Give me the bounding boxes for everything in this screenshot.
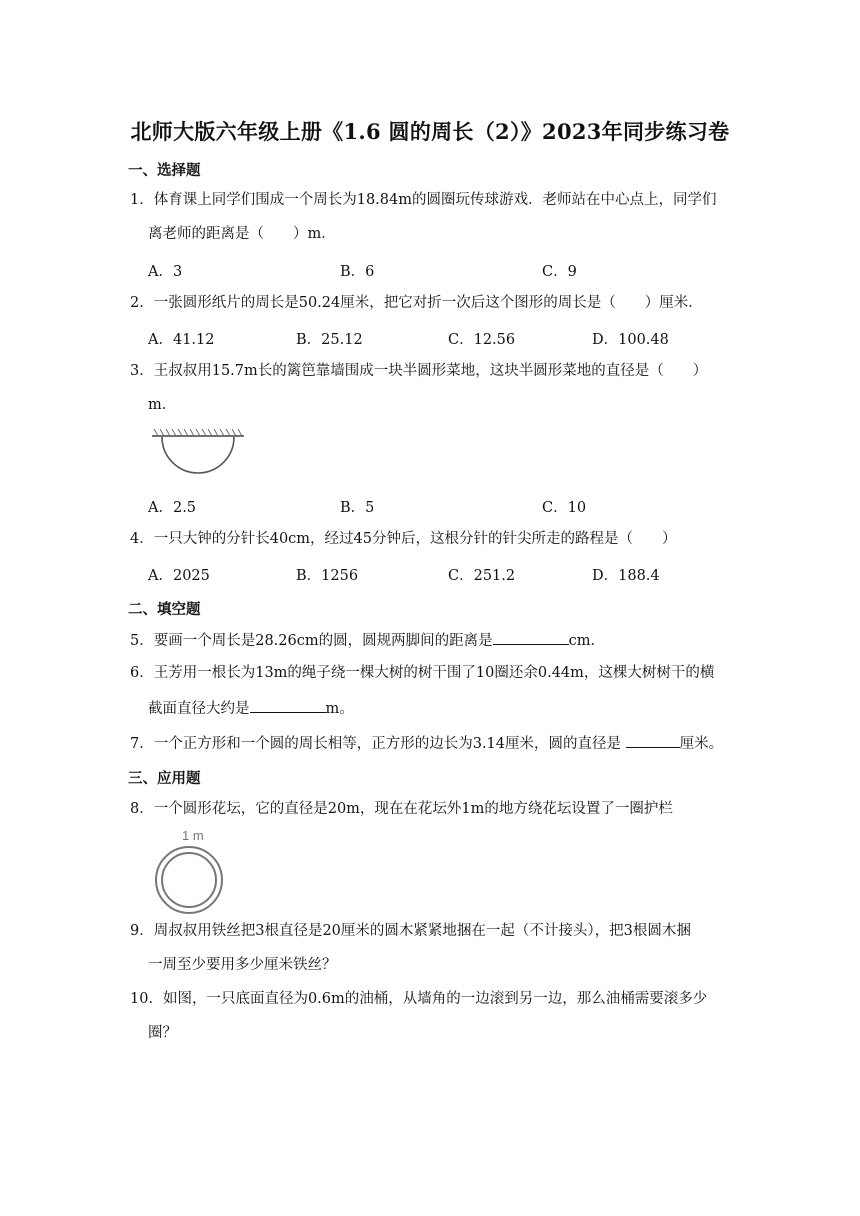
question-3-line-2: m． — [148, 397, 177, 413]
question-1-line-1: 1．体育课上同学们围成一个周长为18.84m的圆圈玩传球游戏．老师站在中心点上，同学们 — [130, 192, 717, 208]
question-2-option-c: C．12.56 — [448, 332, 516, 348]
question-3-option-c: C．10 — [542, 500, 587, 516]
question-9-line-1: 9．周叔叔用铁丝把3根直径是20厘米的圆木紧紧地捆在一起（不计接头），把3根圆木捆 — [130, 923, 691, 939]
question-1-option-b: B．6 — [340, 264, 375, 280]
question-4-line-1: 4．一只大钟的分针长40cm，经过45分钟后，这根分针的针尖所走的路程是（ ） — [130, 531, 677, 547]
question-7 — [130, 733, 723, 753]
question-4-option-c: C．251.2 — [448, 568, 516, 584]
question-8-line-1: 8．一个圆形花坛，它的直径是20m，现在在花坛外1m的地方绕花坛设置了一圈护栏 — [130, 801, 673, 817]
section-heading-application: 三、应用题 — [128, 770, 201, 787]
page-title: 北师大版六年级上册《1.6 圆的周长（2）》2023年同步练习卷 — [130, 119, 730, 144]
question-5-text: 5．要画一个周长是28.26cm的圆，圆规两脚间的距离是 — [130, 633, 493, 649]
question-1-option-c: C．9 — [542, 264, 577, 280]
question-3-option-a: A．2.5 — [148, 500, 197, 516]
question-6-unit: m。 — [325, 701, 354, 717]
answer-blank — [250, 698, 326, 713]
question-3-line-1: 3．王叔叔用15.7m长的篱笆靠墙围成一块半圆形菜地，这块半圆形菜地的直径是（ ） — [130, 363, 708, 379]
question-10-line-2: 圈？ — [148, 1025, 177, 1041]
question-4-option-b: B．1256 — [296, 568, 359, 584]
question-3-option-b: B．5 — [340, 500, 375, 516]
question-2-option-d: D．100.48 — [592, 332, 669, 348]
semicircle-garden-figure — [150, 428, 246, 486]
question-5 — [130, 630, 605, 650]
section-heading-choice: 一、选择题 — [128, 162, 201, 179]
question-1-line-2: 离老师的距离是（ ）m． — [148, 226, 336, 242]
question-10-line-1: 10．如图，一只底面直径为0.6m的油桶，从墙角的一边滚到另一边，那么油桶需要滚多少 — [130, 991, 708, 1007]
question-9-line-2: 一周至少要用多少厘米铁丝？ — [148, 957, 337, 973]
question-7-unit: 厘米。 — [679, 736, 724, 752]
question-6-line-2 — [148, 698, 354, 718]
answer-blank — [626, 733, 680, 748]
section-heading-fill-blank: 二、填空题 — [128, 601, 201, 618]
question-2-option-b: B．25.12 — [296, 332, 363, 348]
question-6-text: 截面直径大约是 — [148, 701, 250, 717]
question-2-option-a: A．41.12 — [148, 332, 215, 348]
question-7-text: 7．一个正方形和一个圆的周长相等，正方形的边长为3.14厘米，圆的直径是 — [130, 736, 626, 752]
question-6-line-1: 6．王芳用一根长为13m的绳子绕一棵大树的树干围了10圈还余0.44m，这棵大树树干的横 — [130, 665, 715, 681]
question-4-option-d: D．188.4 — [592, 568, 660, 584]
answer-blank — [493, 630, 569, 645]
question-2-line-1: 2．一张圆形纸片的周长是50.24厘米，把它对折一次后这个图形的周长是（ ）厘米． — [130, 295, 703, 311]
figure-label-1m: 1 m — [182, 828, 204, 843]
flower-bed-fence-figure — [150, 826, 234, 916]
question-1-option-a: A．3 — [148, 264, 183, 280]
question-5-unit: cm． — [568, 633, 605, 649]
question-4-option-a: A．2025 — [148, 568, 210, 584]
